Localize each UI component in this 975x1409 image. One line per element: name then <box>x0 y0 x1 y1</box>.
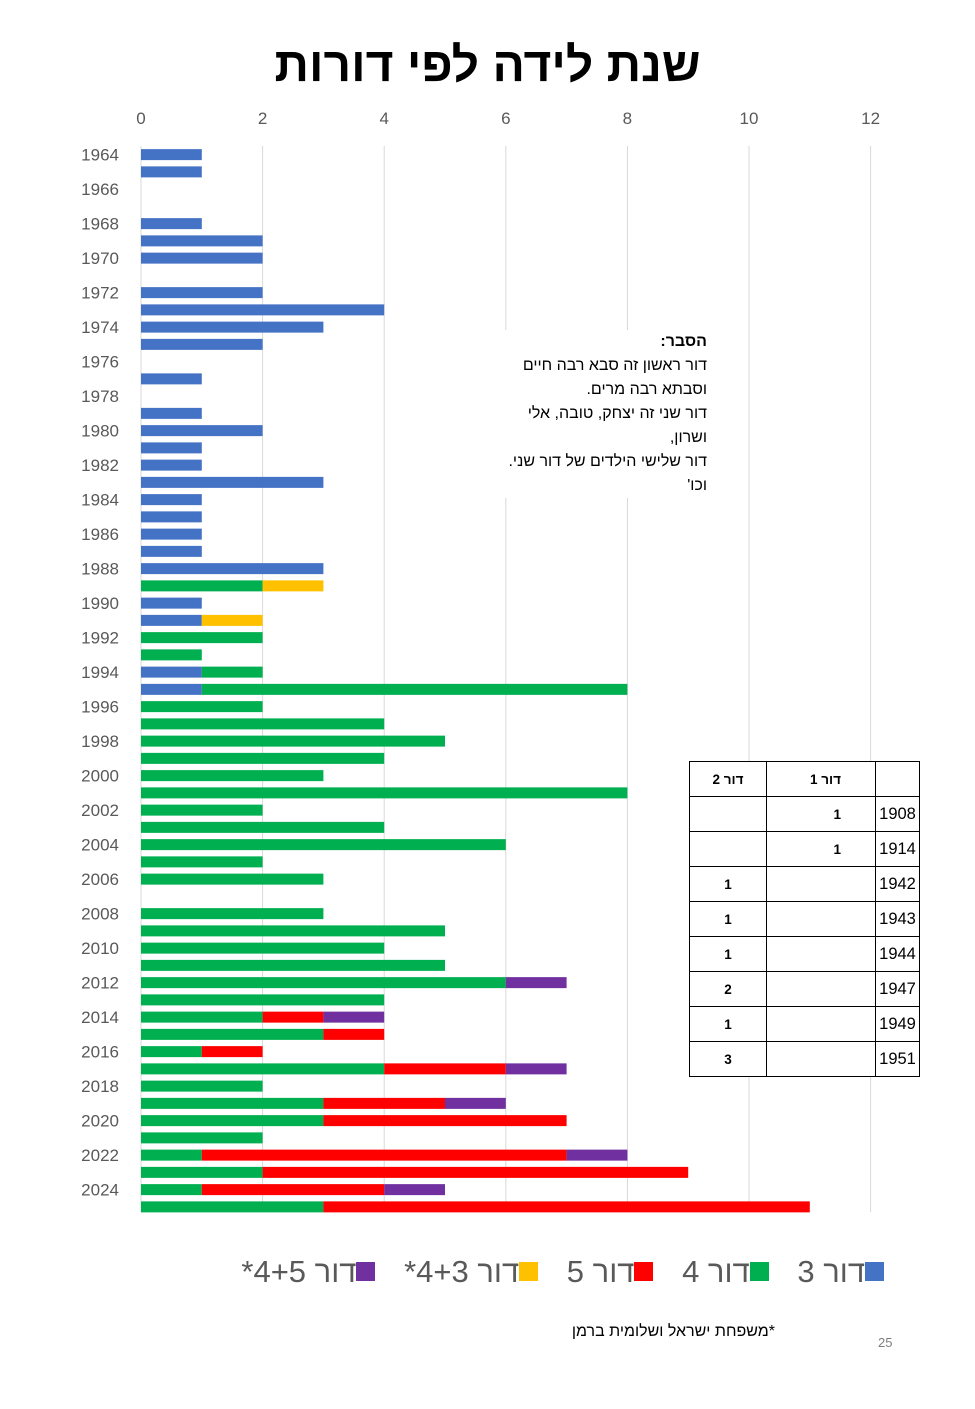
bar-segment <box>141 408 202 419</box>
legend-swatch <box>519 1262 538 1281</box>
legend-label: דור 5 <box>566 1253 635 1289</box>
page-number: 25 <box>878 1335 893 1350</box>
bar-segment <box>141 477 323 488</box>
y-tick-label: 2018 <box>81 1077 119 1097</box>
table-row <box>690 797 920 832</box>
y-tick-label: 2008 <box>81 904 119 924</box>
table-cell: 1908 <box>876 797 920 832</box>
chart-legend <box>0 1252 892 1290</box>
bar-segment <box>263 1167 689 1178</box>
table-cell <box>690 832 767 867</box>
legend-label: דור 4+3* <box>404 1253 520 1289</box>
x-tick-label: 4 <box>379 109 389 128</box>
y-tick-label: 1998 <box>81 732 119 752</box>
explanation-line: דור שני זה יצחק, טובה, אלי <box>527 405 707 422</box>
table-cell: 1 <box>690 1007 767 1042</box>
legend-swatch <box>750 1262 769 1281</box>
bar-segment <box>141 1115 323 1126</box>
bar-segment <box>141 563 323 574</box>
bar-segment <box>141 874 323 885</box>
bar-segment <box>141 649 202 660</box>
y-tick-label: 1994 <box>81 663 119 683</box>
y-tick-label: 1990 <box>81 594 119 614</box>
bar-segment <box>323 1098 445 1109</box>
explanation-heading: הסבר: <box>660 333 707 350</box>
x-tick-label: 0 <box>136 109 146 128</box>
table-row <box>690 902 920 937</box>
y-tick-label: 1992 <box>81 628 119 648</box>
y-tick-label: 2004 <box>81 835 119 855</box>
y-tick-label: 2022 <box>81 1146 119 1166</box>
y-tick-label: 1996 <box>81 697 119 717</box>
bar-segment <box>141 1063 384 1074</box>
y-tick-label: 2002 <box>81 801 119 821</box>
bar-segment <box>141 787 627 798</box>
bar-segment <box>141 977 506 988</box>
bar-segment <box>141 304 384 315</box>
y-axis-tick-labels <box>81 146 119 1200</box>
legend-swatch <box>634 1262 653 1281</box>
bar-segment <box>141 960 445 971</box>
generations-table <box>689 761 920 1077</box>
y-tick-label: 1988 <box>81 559 119 579</box>
x-axis-tick-labels <box>136 109 880 128</box>
bar-segment <box>141 1046 202 1057</box>
bar-segment <box>141 339 263 350</box>
bar-segment <box>141 235 263 246</box>
bar-segment <box>141 684 202 695</box>
table-cell: 3 <box>690 1042 767 1077</box>
table-header-cell: דור 2 <box>690 762 767 797</box>
x-tick-label: 6 <box>501 109 511 128</box>
bar-segment <box>202 1150 567 1161</box>
x-tick-label: 8 <box>622 109 633 128</box>
y-tick-label: 1976 <box>81 352 119 372</box>
bar-segment <box>141 839 506 850</box>
bar-segment <box>141 943 384 954</box>
y-tick-label: 1978 <box>81 387 119 407</box>
table-header-cell: דור 1 <box>767 762 876 797</box>
bar-segment <box>141 701 263 712</box>
bar-segment <box>202 615 263 626</box>
table-row <box>690 867 920 902</box>
explanation-box <box>465 330 707 498</box>
bar-segment <box>141 718 384 729</box>
table-cell: 1943 <box>876 902 920 937</box>
bar-segment <box>141 908 323 919</box>
bar-segment <box>141 218 202 229</box>
bar-segment <box>141 1012 263 1023</box>
table-cell: 1914 <box>876 832 920 867</box>
bar-segment <box>141 1098 323 1109</box>
y-tick-label: 1972 <box>81 283 119 303</box>
table-row <box>690 1007 920 1042</box>
bar-segment <box>141 1081 263 1092</box>
table-row <box>690 1042 920 1077</box>
table-cell <box>767 972 876 1007</box>
bar-segment <box>263 580 324 591</box>
footnote: *משפחת ישראל ושלומית ברמן <box>571 1323 775 1340</box>
bar-segment <box>141 822 384 833</box>
explanation-line: ושרון, <box>669 429 707 446</box>
x-tick-label: 10 <box>739 109 759 128</box>
table-header-cell <box>876 762 920 797</box>
table-cell: 1942 <box>876 867 920 902</box>
bar-segment <box>141 925 445 936</box>
y-tick-label: 2014 <box>81 1008 119 1028</box>
bar-segment <box>141 425 263 436</box>
bar-segment <box>141 805 263 816</box>
y-tick-label: 2012 <box>81 973 119 993</box>
y-tick-label: 1966 <box>81 180 119 200</box>
bar-segment <box>141 1132 263 1143</box>
y-tick-label: 1970 <box>81 249 119 269</box>
bar-segment <box>141 166 202 177</box>
y-tick-label: 1980 <box>81 421 119 441</box>
table-cell: 1951 <box>876 1042 920 1077</box>
table-cell <box>690 797 767 832</box>
legend-item <box>567 1252 662 1290</box>
bar-segment <box>141 253 263 264</box>
bar-segment <box>141 580 263 591</box>
table-cell <box>767 902 876 937</box>
table-row <box>690 937 920 972</box>
bar-segment <box>202 1046 263 1057</box>
table-cell: 1947 <box>876 972 920 1007</box>
table-cell <box>767 867 876 902</box>
bar-segment <box>141 736 445 747</box>
explanation-line: דור שלישי הילדים של דור שני. <box>508 453 707 470</box>
legend-swatch <box>865 1262 884 1281</box>
table-cell: 1 <box>690 902 767 937</box>
bar-segment <box>506 977 567 988</box>
y-tick-label: 1982 <box>81 456 119 476</box>
y-tick-label: 1968 <box>81 214 119 234</box>
bar-segment <box>323 1012 384 1023</box>
x-tick-label: 12 <box>861 109 881 128</box>
y-tick-label: 2020 <box>81 1111 119 1131</box>
bar-segment <box>141 460 202 471</box>
legend-label: דור 3 <box>797 1253 865 1289</box>
explanation-line: וסבתא רבה מרים. <box>586 381 707 398</box>
chart-title: שנת לידה לפי דורות <box>274 39 701 92</box>
table-cell <box>767 1042 876 1077</box>
bar-segment <box>141 322 323 333</box>
table-row <box>690 972 920 1007</box>
bar-segment <box>141 1029 323 1040</box>
bar-segment <box>202 684 628 695</box>
legend-item <box>682 1252 777 1290</box>
bar-segment <box>506 1063 567 1074</box>
table-cell: 2 <box>690 972 767 1007</box>
y-tick-label: 2006 <box>81 870 119 890</box>
bar-segment <box>567 1150 628 1161</box>
bar-segment <box>263 1012 324 1023</box>
bar-segment <box>141 149 202 160</box>
bar-segment <box>384 1063 506 1074</box>
legend-item <box>241 1252 383 1290</box>
bar-segment <box>445 1098 506 1109</box>
bar-segment <box>141 494 202 505</box>
bar-segment <box>141 546 202 557</box>
y-tick-label: 1964 <box>81 145 119 165</box>
bar-segment <box>323 1029 384 1040</box>
y-tick-label: 1974 <box>81 318 119 338</box>
table-header-row <box>690 762 920 797</box>
bar-segment <box>141 1150 202 1161</box>
bar-segment <box>141 615 202 626</box>
table-cell: 1 <box>767 797 876 832</box>
table-row <box>690 832 920 867</box>
legend-item <box>404 1252 546 1290</box>
table-cell: 1 <box>767 832 876 867</box>
bar-segment <box>141 287 263 298</box>
legend-swatch <box>356 1262 375 1281</box>
bar-segment <box>141 667 202 678</box>
bar-segment <box>141 529 202 540</box>
table-cell <box>767 1007 876 1042</box>
table-cell: 1944 <box>876 937 920 972</box>
legend-label: דור 4+5* <box>241 1253 357 1289</box>
y-tick-label: 1986 <box>81 525 119 545</box>
y-tick-label: 2000 <box>81 766 119 786</box>
bar-segment <box>141 511 202 522</box>
bar-segment <box>323 1201 809 1212</box>
bar-segment <box>202 1184 384 1195</box>
y-tick-label: 2010 <box>81 939 119 959</box>
explanation-line: וכו' <box>687 477 707 494</box>
bar-segment <box>141 753 384 764</box>
legend-label: דור 4 <box>682 1253 750 1289</box>
bar-segment <box>141 598 202 609</box>
bar-segment <box>141 373 202 384</box>
table-cell <box>767 937 876 972</box>
legend-item <box>797 1252 892 1290</box>
table-cell: 1949 <box>876 1007 920 1042</box>
y-tick-label: 2016 <box>81 1042 119 1062</box>
table-cell: 1 <box>690 867 767 902</box>
bar-segment <box>202 667 263 678</box>
y-tick-label: 2024 <box>81 1180 119 1200</box>
table-cell: 1 <box>690 937 767 972</box>
y-tick-label: 1984 <box>81 490 119 510</box>
bar-segment <box>141 770 323 781</box>
bar-segment <box>141 1201 323 1212</box>
bar-segment <box>141 856 263 867</box>
x-tick-label: 2 <box>257 109 268 128</box>
bar-segment <box>323 1115 566 1126</box>
bar-segment <box>384 1184 445 1195</box>
bar-segment <box>141 1184 202 1195</box>
bar-segment <box>141 632 263 643</box>
bar-segment <box>141 994 384 1005</box>
explanation-line: דור ראשון זה סבא רבה חיים <box>522 357 707 374</box>
bar-segment <box>141 442 202 453</box>
bar-segment <box>141 1167 263 1178</box>
